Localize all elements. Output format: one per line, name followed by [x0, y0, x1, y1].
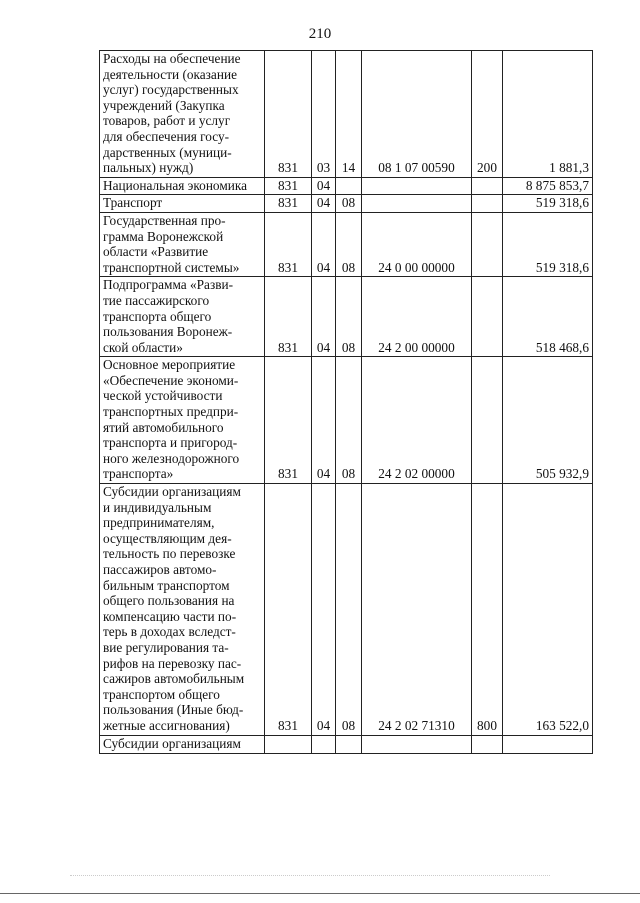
expense-type-cell [472, 357, 503, 484]
section-code-cell: 04 [312, 484, 336, 736]
item-name-line: Расходы на обеспечение [103, 51, 241, 66]
item-name-cell [100, 212, 265, 276]
item-name-line: транспортной системы» [103, 259, 240, 275]
table-row [100, 277, 593, 357]
item-name-line: общего пользования на [103, 593, 235, 609]
item-name-line: ческой устойчивости [103, 388, 223, 404]
item-name-line: компенсацию части по- [103, 608, 237, 624]
item-name-line: терь в доходах вследст- [103, 624, 236, 640]
ministry-code-cell: 831 [265, 177, 312, 195]
section-code-cell: 04 [312, 212, 336, 276]
subsection-code-cell: 08 [336, 484, 362, 736]
expense-type-cell [472, 212, 503, 276]
item-name-cell [100, 735, 265, 753]
item-name-line: тие пассажирского [103, 292, 210, 308]
item-name-line: рифов на перевозку пас- [103, 655, 242, 671]
subsection-code-cell: 08 [336, 195, 362, 213]
expense-type-cell [472, 277, 503, 357]
item-name-line: услуг) государственных [103, 82, 239, 98]
amount-cell: 8 875 853,7 [503, 177, 593, 195]
table-row [100, 357, 593, 484]
item-name-line: сажиров автомобильным [103, 671, 245, 687]
target-article-cell: 24 2 00 00000 [362, 277, 472, 357]
table-body [100, 51, 593, 754]
section-code-cell: 04 [312, 357, 336, 484]
section-code-cell [312, 735, 336, 753]
amount-cell [503, 735, 593, 753]
section-code-cell: 03 [312, 51, 336, 178]
subsection-code-cell: 14 [336, 51, 362, 178]
page-number: 210 [308, 26, 332, 42]
table-row [100, 195, 593, 213]
table-row [100, 735, 593, 753]
item-name-line: пользования Воронеж- [103, 324, 233, 340]
item-name-line: Государственная про- [103, 212, 226, 228]
expense-type-cell [472, 735, 503, 753]
expense-type-cell [472, 195, 503, 213]
subsection-code-cell: 08 [336, 357, 362, 484]
ministry-code-cell: 831 [265, 212, 312, 276]
item-name-line: пользования (Иные бюд- [103, 702, 244, 718]
subsection-code-cell [336, 177, 362, 195]
table-row [100, 212, 593, 276]
section-code-cell: 04 [312, 177, 336, 195]
scan-artifact-line [70, 875, 550, 877]
item-name-cell [100, 484, 265, 736]
target-article-cell [362, 195, 472, 213]
budget-table [99, 50, 593, 754]
item-name-line: тельность по перевозке [103, 546, 236, 562]
page-bottom-edge [0, 893, 640, 894]
item-name-cell [100, 51, 265, 178]
item-name-line: транспорта» [103, 466, 174, 482]
table-row [100, 51, 593, 178]
ministry-code-cell: 831 [265, 484, 312, 736]
target-article-cell: 24 0 00 00000 [362, 212, 472, 276]
item-name-line: вие регулирования та- [103, 639, 229, 655]
item-name-line: осуществляющим дея- [103, 530, 232, 546]
subsection-code-cell: 08 [336, 212, 362, 276]
ministry-code-cell: 831 [265, 195, 312, 213]
item-name-cell [100, 357, 265, 484]
target-article-cell: 08 1 07 00590 [362, 51, 472, 178]
amount-cell: 519 318,6 [503, 195, 593, 213]
item-name-line: транспорта и пригород- [103, 435, 238, 451]
subsection-code-cell [336, 735, 362, 753]
ministry-code-cell [265, 735, 312, 753]
amount-cell: 1 881,3 [503, 51, 593, 178]
item-name-line: Основное мероприятие [103, 357, 236, 373]
item-name-line: транспортных предпри- [103, 404, 239, 420]
item-name-line: пассажиров автомо- [103, 562, 217, 577]
expense-type-cell [472, 177, 503, 195]
item-name-line: Субсидии организациям [103, 484, 241, 500]
item-name-line: для обеспечения госу- [103, 128, 230, 144]
target-article-cell [362, 177, 472, 195]
item-name-line: ного железнодорожного [103, 450, 240, 466]
item-name-cell [100, 195, 265, 213]
target-article-cell: 24 2 02 71310 [362, 484, 472, 736]
item-name-line: Транспорт [103, 195, 163, 211]
item-name-line: ской области» [103, 339, 183, 355]
expense-type-cell: 800 [472, 484, 503, 736]
amount-cell: 519 318,6 [503, 212, 593, 276]
amount-cell: 505 932,9 [503, 357, 593, 484]
item-name-line: транспортом общего [103, 686, 220, 702]
item-name-line: предпринимателям, [103, 515, 215, 531]
item-name-line: жетные ассигнования) [103, 717, 230, 733]
ministry-code-cell: 831 [265, 277, 312, 357]
ministry-code-cell: 831 [265, 357, 312, 484]
item-name-line: Подпрограмма «Разви- [103, 277, 234, 293]
item-name-line: дарственных (муници- [103, 144, 232, 160]
amount-cell: 163 522,0 [503, 484, 593, 736]
item-name-line: Субсидии организациям [103, 735, 241, 751]
table-row [100, 177, 593, 195]
item-name-line: пальных) нужд) [103, 160, 194, 176]
ministry-code-cell: 831 [265, 51, 312, 178]
section-code-cell: 04 [312, 195, 336, 213]
item-name-line: и индивидуальным [103, 499, 212, 515]
item-name-cell [100, 177, 265, 195]
item-name-line: грамма Воронежской [103, 228, 224, 244]
item-name-line: Национальная экономика [103, 177, 248, 193]
target-article-cell: 24 2 02 00000 [362, 357, 472, 484]
amount-cell: 518 468,6 [503, 277, 593, 357]
target-article-cell [362, 735, 472, 753]
section-code-cell: 04 [312, 277, 336, 357]
subsection-code-cell: 08 [336, 277, 362, 357]
item-name-line: транспорта общего [103, 308, 212, 324]
item-name-line: бильным транспортом [103, 577, 230, 593]
item-name-cell [100, 277, 265, 357]
item-name-line: учреждений (Закупка [103, 97, 225, 113]
expense-type-cell: 200 [472, 51, 503, 178]
table-row [100, 484, 593, 736]
item-name-line: ятий автомобильного [103, 419, 224, 435]
item-name-line: области «Развитие [103, 244, 209, 260]
item-name-line: «Обеспечение экономи- [103, 372, 239, 388]
item-name-line: деятельности (оказание [103, 66, 237, 82]
item-name-line: товаров, работ и услуг [103, 113, 231, 129]
